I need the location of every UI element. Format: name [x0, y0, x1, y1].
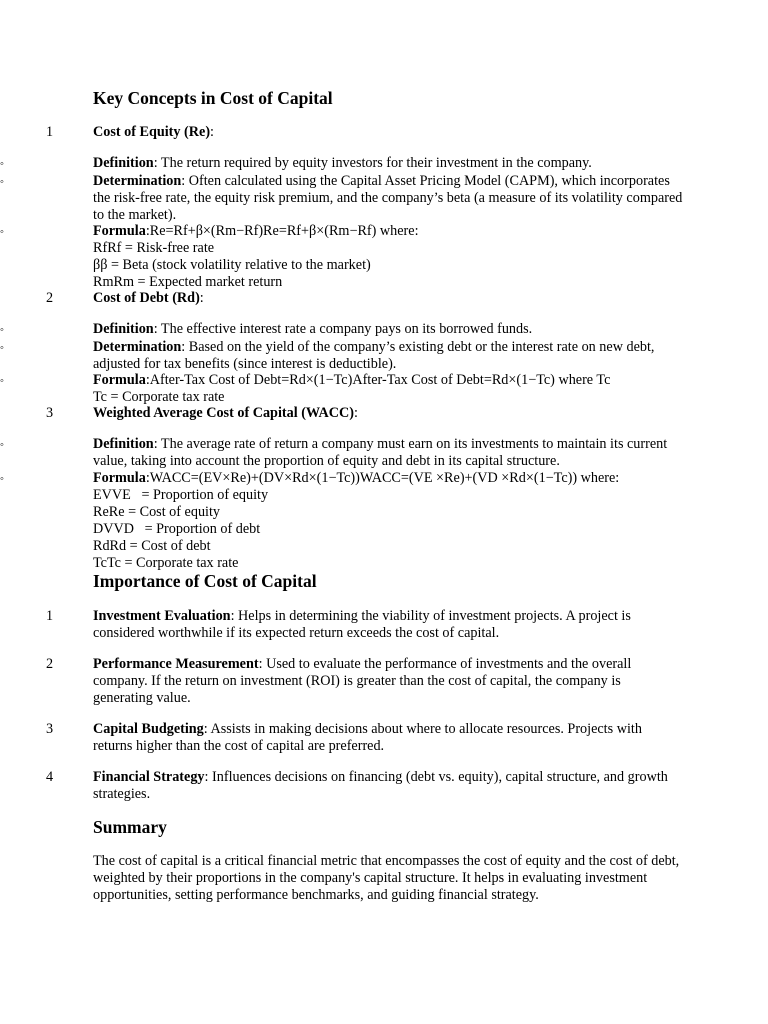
- list-item: [93, 436, 683, 470]
- item-label: Definition: [93, 436, 154, 452]
- item-label: Formula: [93, 223, 146, 239]
- item-text: : Assists in making decisions about where to allocate resources. Projects with returns higher than the cost of capital are preferred.: [93, 721, 642, 754]
- section-heading: Summary: [93, 817, 167, 837]
- definition-line: Tc = Corporate tax rate: [93, 389, 225, 405]
- item-label: Definition: [93, 155, 154, 171]
- concept-title: [93, 290, 683, 307]
- concept-title: [93, 405, 683, 422]
- item-label: Formula: [93, 372, 146, 388]
- item-text: : Used to evaluate the performance of investments and the overall company. If the return on investment (ROI) is greater than the cost of capital, the company is generating value.: [93, 656, 632, 706]
- list-item: [93, 656, 683, 707]
- item-text: : Based on the yield of the company’s existing debt or the interest rate on new debt, adjusted for tax benefits (since interest is deductible).: [93, 339, 655, 372]
- definition-line: RmRm = Expected market return: [93, 274, 283, 290]
- bullet-icon: ◦: [0, 342, 4, 354]
- bullet-icon: ◦: [0, 176, 4, 188]
- item-text: : Often calculated using the Capital Asset Pricing Model (CAPM), which incorporates the risk-free rate, the equity risk premium, and the company’s beta (a measure of its volatility compared to the market).: [93, 173, 683, 223]
- item-text: :Re=Rf+β×(Rm−Rf)Re=Rf+β×(Rm−Rf) where:: [145, 223, 419, 239]
- item-text: : The average rate of return a company must earn on its investments to maintain its current value, taking into account the proportion of equity and debt in its capital structure.: [93, 436, 668, 469]
- list-item: [93, 721, 683, 755]
- list-number: 4: [46, 769, 54, 785]
- section-heading: Importance of Cost of Capital: [93, 571, 317, 591]
- bullet-icon: ◦: [0, 375, 4, 387]
- page-title: Key Concepts in Cost of Capital: [93, 88, 333, 108]
- item-text: : Helps in determining the viability of investment projects. A project is considered worthwhile if its expected return exceeds the cost of capital.: [93, 608, 631, 641]
- list-item: [93, 155, 683, 172]
- bullet-icon: ◦: [0, 324, 4, 336]
- concept-title-bold: Weighted Average Cost of Capital (WACC): [93, 405, 354, 421]
- definition-line: EVVE = Proportion of equity: [93, 487, 269, 503]
- item-label: Determination: [93, 173, 182, 189]
- definition-line: RfRf = Risk-free rate: [93, 240, 215, 256]
- item-text: : Influences decisions on financing (debt vs. equity), capital structure, and growth strategies.: [93, 769, 668, 802]
- item-text: :WACC=(EV×Re)+(DV×Rd×(1−Tc))WACC=(VE ×Re)+(VD ×Rd×(1−Tc)) where:: [145, 470, 620, 486]
- list-item: [93, 223, 683, 240]
- list-item: [93, 470, 683, 487]
- definition-line: RdRd = Cost of debt: [93, 538, 211, 554]
- list-item: [93, 339, 683, 373]
- definition-line: ββ = Beta (stock volatility relative to the market): [93, 257, 371, 273]
- bullet-icon: ◦: [0, 226, 4, 238]
- item-label: Capital Budgeting: [93, 721, 204, 737]
- item-label: Investment Evaluation: [93, 608, 231, 624]
- list-number: 2: [46, 290, 54, 306]
- list-item: [93, 608, 683, 642]
- item-text: : The effective interest rate a company pays on its borrowed funds.: [153, 321, 533, 337]
- list-number: 3: [46, 721, 54, 737]
- bullet-icon: ◦: [0, 473, 4, 485]
- definition-line: TcTc = Corporate tax rate: [93, 555, 239, 571]
- item-text: :After-Tax Cost of Debt=Rd×(1−Tc)After-Tax Cost of Debt=Rd×(1−Tc) where Tc: [145, 372, 611, 388]
- list-number: 1: [46, 608, 54, 624]
- concept-title-suffix: :: [354, 405, 358, 421]
- concept-title-suffix: :: [199, 290, 204, 306]
- item-label: Formula: [93, 470, 146, 486]
- list-item: [93, 372, 683, 389]
- item-label: Performance Measurement: [93, 656, 259, 672]
- concept-title-suffix: :: [210, 124, 214, 140]
- list-item: [93, 321, 683, 338]
- item-text: : The return required by equity investors for their investment in the company.: [153, 155, 592, 171]
- concept-title-bold: Cost of Equity (Re): [93, 124, 211, 140]
- concept-title-bold: Cost of Debt (Rd): [93, 290, 200, 306]
- list-number: 2: [46, 656, 54, 672]
- definition-line: ReRe = Cost of equity: [93, 504, 221, 520]
- list-number: 1: [46, 124, 54, 140]
- concept-title: [93, 124, 683, 141]
- list-item: [93, 173, 683, 224]
- bullet-icon: ◦: [0, 158, 4, 170]
- bullet-icon: ◦: [0, 439, 4, 451]
- definition-line: DVVD = Proportion of debt: [93, 521, 261, 537]
- list-number: 3: [46, 405, 54, 421]
- summary-paragraph: The cost of capital is a critical financial metric that encompasses the cost of equity and the cost of debt, weighted by their proportions in the company's capital structure. It helps in evaluating investment opportunities, setting performance benchmarks, and guiding financial strategy.: [93, 853, 680, 903]
- item-label: Financial Strategy: [93, 769, 205, 785]
- item-label: Determination: [93, 339, 182, 355]
- list-item: [93, 769, 683, 803]
- item-label: Definition: [93, 321, 154, 337]
